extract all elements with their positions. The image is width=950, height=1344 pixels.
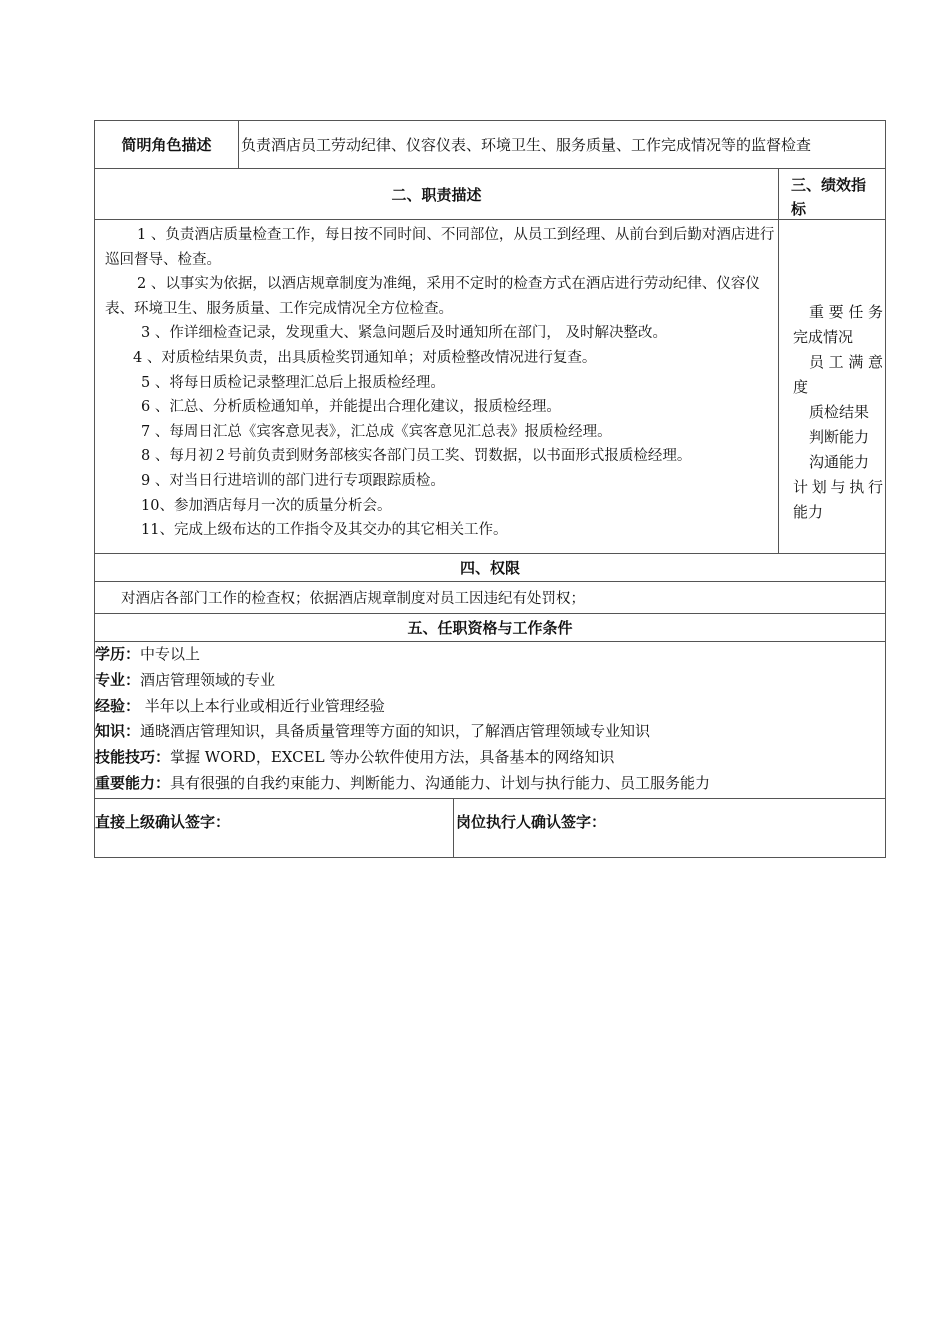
duty-item: 5 、将每日质检记录整理汇总后上报质检经理。 <box>141 374 445 391</box>
qualification-key: 技能技巧： <box>95 748 171 767</box>
qualification-key: 知识： <box>95 722 141 741</box>
duty-item: 9 、对当日行进培训的部门进行专项跟踪质检。 <box>141 472 445 489</box>
duties-body-row <box>94 219 886 553</box>
authority-title: 四、权限 <box>94 553 886 581</box>
qualification-item <box>95 694 710 720</box>
role-summary-value: 负责酒店员工劳动纪律、仪容仪表、环境卫生、服务质量、工作完成情况等的监督检查 <box>241 136 812 154</box>
duty-item: 11、完成上级布达的工作指令及其交办的其它相关工作。 <box>141 522 508 539</box>
qualification-value: 酒店管理领域的专业 <box>140 670 276 689</box>
performance-item: 重要任务 <box>809 303 883 321</box>
duties-title: 二、职责描述 <box>95 169 779 219</box>
authority-text: 对酒店各部门工作的检查权；依据酒店规章制度对员工因违纪有处罚权； <box>121 591 585 607</box>
performance-title: 三、绩效指标 <box>791 176 867 218</box>
qualification-value: 具有很强的自我约束能力、判断能力、沟通能力、计划与执行能力、员工服务能力 <box>170 773 711 792</box>
performance-item: 沟通能力 <box>809 453 870 471</box>
qualification-value: 半年以上本行业或相近行业管理经验 <box>140 696 385 715</box>
qualification-list <box>95 642 710 798</box>
qualification-item <box>95 719 710 745</box>
signature-row <box>94 798 886 858</box>
duty-item: 8 、每月初２号前负责到财务部核实各部门员工奖、罚数据，以书面形式报质检经理。 <box>141 448 692 465</box>
duties-list <box>95 220 779 553</box>
qualification-value: 掌握 WORD，EXCEL 等办公软件使用方法，具备基本的网络知识 <box>170 748 615 767</box>
job-description-form <box>94 120 886 858</box>
qualification-item <box>95 668 710 694</box>
duties-header-row <box>94 168 886 219</box>
qualification-title: 五、任职资格与工作条件 <box>94 613 886 641</box>
qualification-item <box>95 745 710 771</box>
duty-item: 2 、以事实为依据，以酒店规章制度为准绳，采用不定时的检查方式在酒店进行劳动纪律、仪容仪表、环境卫生、服务质量、工作完成情况全方位检查。 <box>105 276 760 317</box>
authority-row <box>94 581 886 613</box>
supervisor-signature-field[interactable]: 直接上级确认签字： <box>95 799 454 857</box>
performance-list <box>779 220 885 553</box>
performance-item: 度 <box>793 378 809 396</box>
performance-item: 判断能力 <box>809 428 870 446</box>
duty-item: 6 、汇总、分析质检通知单，并能提出合理化建议，报质检经理。 <box>141 399 561 416</box>
duty-item: 4 、对质检结果负责，出具质检奖罚通知单；对质检整改情况进行复查。 <box>133 349 597 366</box>
role-summary-label: 简明角色描述 <box>95 121 239 168</box>
qualification-row <box>94 641 886 798</box>
qualification-key: 学历： <box>95 645 141 663</box>
performance-item: 员工满意 <box>809 353 883 371</box>
duty-item: 10、参加酒店每月一次的质量分析会。 <box>141 497 392 514</box>
qualification-item <box>95 771 710 797</box>
performance-item: 质检结果 <box>809 403 870 421</box>
qualification-value: 通晓酒店管理知识，具备质量管理等方面的知识，了解酒店管理领域专业知识 <box>140 722 651 741</box>
qualification-value: 中专以上 <box>140 645 201 663</box>
performance-item: 能力 <box>793 503 824 521</box>
qualification-key: 专业： <box>95 670 141 689</box>
employee-signature-field[interactable]: 岗位执行人确认签字： <box>456 813 607 831</box>
qualification-item <box>95 642 710 668</box>
role-summary-row <box>94 120 886 168</box>
qualification-key: 重要能力： <box>95 773 171 792</box>
duty-item: 7 、每周日汇总《宾客意见表》，汇总成《宾客意见汇总表》报质检经理。 <box>141 423 612 440</box>
duty-item: 3 、作详细检查记录，发现重大、紧急问题后及时通知所在部门， 及时解决整改。 <box>141 325 667 342</box>
performance-item: 完成情况 <box>793 328 854 346</box>
performance-item: 计划与执行 <box>793 478 883 496</box>
qualification-key: 经验： <box>95 696 141 715</box>
duty-item: 1 、负责酒店质量检查工作，每日按不同时间、不同部位，从员工到经理、从前台到后勤对酒店进行巡回督导、检查。 <box>105 227 775 268</box>
